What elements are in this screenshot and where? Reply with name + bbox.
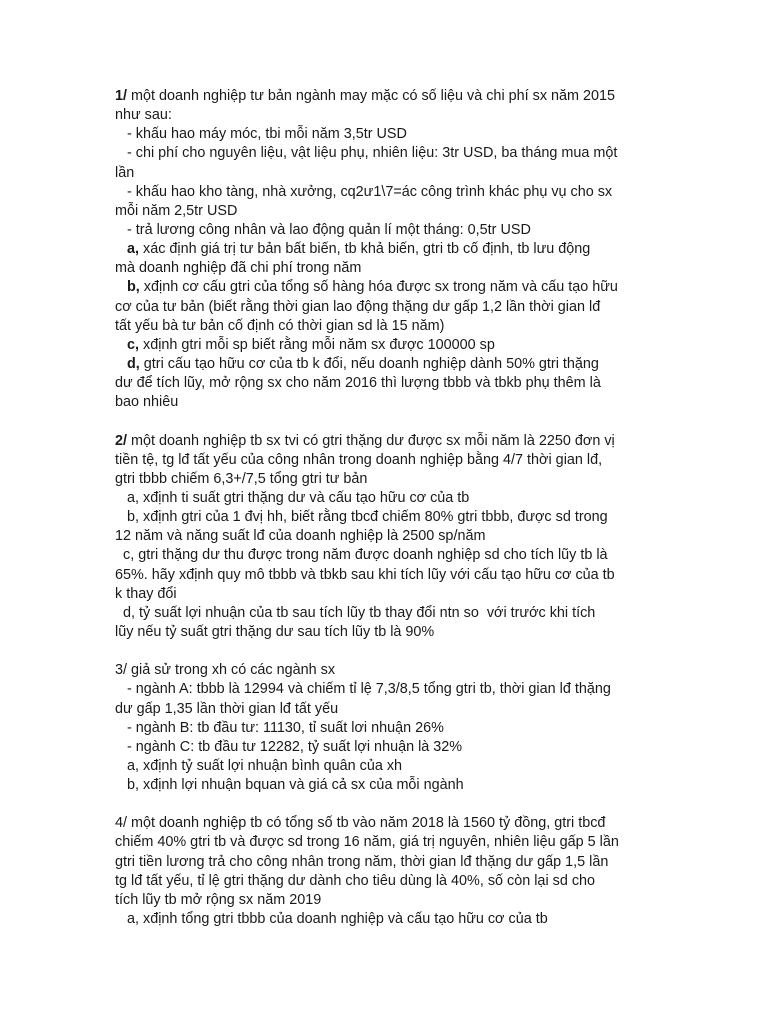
text-line: - chi phí cho nguyên liệu, vật liệu phụ, nhiên liệu: 3tr USD, ba tháng mua một (115, 145, 618, 162)
question-number: 1/ (115, 88, 128, 104)
sub-question-label: b, (115, 279, 140, 296)
text-line: - ngành B: tb đầu tư: 11130, tỉ suất lơi nhuận 26% (115, 719, 444, 736)
text-line (115, 87, 655, 106)
question-3 (115, 661, 655, 795)
text-line: bao nhiêu (115, 394, 179, 411)
paragraph-spacer (115, 642, 655, 661)
text-line: 12 năm và năng suất lđ của doanh nghiệp là 2500 sp/năm (115, 528, 486, 545)
text-line: cơ của tư bản (biết rằng thời gian lao động thặng dư gấp 1,2 lần thời gian lđ (115, 298, 601, 315)
text-line: c, gtri thặng dư thu được trong năm được doanh nghiệp sd cho tích lũy tb là (115, 547, 608, 564)
question-1 (115, 87, 655, 412)
text-line: tg lđ tất yếu, tỉ lệ gtri thặng dư dành cho tiêu dùng là 40%, số còn lại sd cho (115, 872, 596, 889)
text-line: a, xđịnh ti suất gtri thặng dư và cấu tạo hữu cơ của tb (115, 489, 470, 506)
text-line: tiền tệ, tg lđ tất yếu của công nhân trong doanh nghiệp bằng 4/7 thời gian lđ, (115, 451, 603, 468)
text-run: một doanh nghiệp tư bản ngành may mặc có số liệu và chi phí sx năm 2015 (127, 88, 616, 104)
text-line (115, 336, 655, 355)
text-line: lần (115, 164, 135, 181)
text-line (115, 278, 655, 297)
text-line: như sau: (115, 107, 172, 124)
text-line: d, tỷ suất lợi nhuận của tb sau tích lũy tb thay đổi ntn so với trước khi tích (115, 604, 596, 621)
text-line: chiếm 40% gtri tb và được sd trong 16 năm, giá trị nguyên, nhiên liệu gấp 5 lần (115, 834, 619, 851)
text-line: dư gấp 1,35 lần thời gian lđ tất yếu (115, 700, 339, 717)
text-line: tất yếu bà tư bản cố định có thời gian sd là 15 năm) (115, 317, 445, 334)
question-4 (115, 814, 655, 929)
paragraph-spacer (115, 795, 655, 814)
text-line: 4/ một doanh nghiệp tb có tổng số tb vào năm 2018 là 1560 tỷ đồng, gtri tbcđ (115, 815, 606, 832)
question-number: 2/ (115, 432, 128, 449)
text-run: xđịnh gtri mỗi sp biết rằng mỗi năm sx được 100000 sp (139, 336, 495, 353)
text-line (115, 355, 655, 374)
text-line: gtri tbbb chiếm 6,3+/7,5 tổng gtri tư bản (115, 470, 368, 487)
text-line: - ngành A: tbbb là 12994 và chiếm tỉ lệ 7,3/8,5 tổng gtri tb, thời gian lđ thặng (115, 681, 611, 698)
sub-question-label: a, (115, 241, 139, 258)
question-2 (115, 432, 655, 643)
sub-question-label: c, (115, 336, 139, 353)
text-line: b, xđịnh lợi nhuận bquan và giá cả sx của mỗi ngành (115, 777, 464, 794)
text-run: một doanh nghiệp tb sx tvi có gtri thặng dư được sx mỗi năm là 2250 đơn vị (127, 432, 615, 449)
text-line: - trả lương công nhân và lao động quản lí một tháng: 0,5tr USD (115, 221, 531, 238)
text-run: xác định giá trị tư bản bất biến, tb khả biến, gtri tb cố định, tb lưu động (139, 241, 591, 258)
text-line: a, xđịnh tỷ suất lợi nhuận bình quân của xh (115, 757, 403, 774)
text-run: gtri cấu tạo hữu cơ của tb k đổi, nếu doanh nghiệp dành 50% gtri thặng (139, 355, 599, 372)
text-line: b, xđịnh gtri của 1 đvị hh, biết rằng tbcđ chiếm 80% gtri tbbb, được sd trong (115, 509, 608, 526)
sub-question-label: d, (115, 355, 140, 372)
text-line: gtri tiền lương trả cho công nhân trong năm, thời gian lđ thặng dư gấp 1,5 lần (115, 853, 609, 870)
text-line: dư để tích lũy, mở rộng sx cho năm 2016 thì lượng tbbb và tbkb phụ thêm là (115, 375, 601, 392)
text-line: tích lũy tb mở rộng sx năm 2019 (115, 891, 322, 908)
text-line: a, xđịnh tổng gtri tbbb của doanh nghiệp và cấu tạo hữu cơ của tb (115, 911, 548, 928)
text-line (115, 432, 655, 451)
text-run: xđịnh cơ cấu gtri của tổng số hàng hóa được sx trong năm và cấu tạo hữu (139, 279, 618, 296)
paragraph-spacer (115, 412, 655, 431)
text-line (115, 240, 655, 259)
text-line: - ngành C: tb đầu tư 12282, tỷ suất lợi nhuận là 32% (115, 738, 463, 755)
document-body (115, 87, 655, 929)
text-line: 65%. hãy xđịnh quy mô tbbb và tbkb sau khi tích lũy với cấu tạo hữu cơ của tb (115, 566, 615, 583)
text-line: k thay đổi (115, 585, 177, 602)
text-line: - khấu hao máy móc, tbi mỗi năm 3,5tr USD (115, 126, 407, 143)
text-line: - khấu hao kho tàng, nhà xưởng, cq2ư1\7=ác công trình khác phụ vụ cho sx (115, 183, 613, 200)
text-line: mỗi năm 2,5tr USD (115, 202, 238, 219)
text-line: mà doanh nghiệp đã chi phí trong năm (115, 260, 362, 277)
text-line: 3/ giả sử trong xh có các ngành sx (115, 662, 336, 679)
text-line: lũy nếu tỷ suất gtri thặng dư sau tích lũy tb là 90% (115, 623, 435, 640)
